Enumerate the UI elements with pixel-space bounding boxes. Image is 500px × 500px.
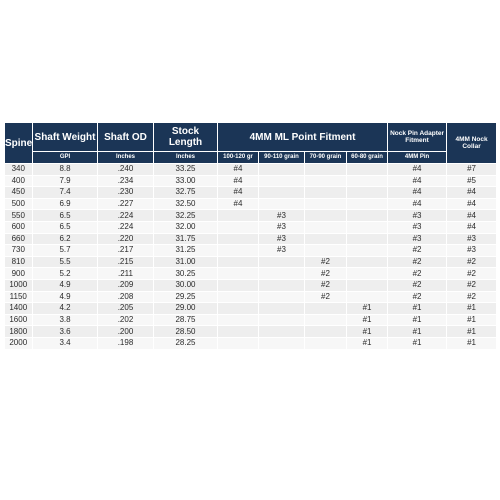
- table-row: [5, 175, 497, 187]
- cell-p100: [218, 210, 259, 222]
- cell-collar: #3: [447, 233, 497, 245]
- cell-length: 30.25: [154, 268, 218, 280]
- cell-p100: [218, 256, 259, 268]
- cell-p70: [305, 164, 347, 176]
- cell-od: .200: [98, 326, 154, 338]
- cell-length: 29.00: [154, 303, 218, 315]
- cell-gpi: 3.4: [33, 337, 98, 349]
- subheader-70-90: 70-90 grain: [305, 152, 347, 164]
- cell-p70: #2: [305, 256, 347, 268]
- cell-p60: #1: [347, 337, 388, 349]
- cell-od: .234: [98, 175, 154, 187]
- cell-p60: [347, 233, 388, 245]
- cell-p70: [305, 314, 347, 326]
- cell-adapter: #1: [388, 326, 447, 338]
- cell-p60: #1: [347, 303, 388, 315]
- cell-spine: 660: [5, 233, 33, 245]
- cell-length: 33.25: [154, 164, 218, 176]
- cell-length: 31.25: [154, 245, 218, 257]
- cell-p70: #2: [305, 268, 347, 280]
- cell-collar: #4: [447, 210, 497, 222]
- cell-p100: [218, 245, 259, 257]
- table-row: [5, 233, 497, 245]
- cell-spine: 1150: [5, 291, 33, 303]
- cell-p90: [259, 303, 305, 315]
- cell-adapter: #4: [388, 198, 447, 210]
- cell-p70: [305, 245, 347, 257]
- cell-spine: 810: [5, 256, 33, 268]
- table-row: [5, 221, 497, 233]
- cell-gpi: 6.5: [33, 210, 98, 222]
- cell-od: .202: [98, 314, 154, 326]
- subheader-100-120: 100-120 gr: [218, 152, 259, 164]
- subheader-60-80: 60-80 grain: [347, 152, 388, 164]
- cell-spine: 500: [5, 198, 33, 210]
- cell-p90: #3: [259, 210, 305, 222]
- cell-adapter: #3: [388, 221, 447, 233]
- cell-spine: 340: [5, 164, 33, 176]
- header-spine: Spine: [5, 123, 33, 164]
- subheader-gpi: GPI: [33, 152, 98, 164]
- cell-gpi: 4.9: [33, 279, 98, 291]
- subheader-90-110: 90-110 grain: [259, 152, 305, 164]
- cell-p70: [305, 326, 347, 338]
- cell-spine: 400: [5, 175, 33, 187]
- cell-collar: #1: [447, 314, 497, 326]
- table-row: [5, 256, 497, 268]
- cell-length: 31.00: [154, 256, 218, 268]
- cell-p90: [259, 337, 305, 349]
- cell-adapter: #4: [388, 175, 447, 187]
- cell-p90: #3: [259, 221, 305, 233]
- cell-od: .217: [98, 245, 154, 257]
- cell-spine: 1800: [5, 326, 33, 338]
- cell-p90: #3: [259, 245, 305, 257]
- cell-gpi: 6.5: [33, 221, 98, 233]
- cell-gpi: 6.2: [33, 233, 98, 245]
- cell-collar: #4: [447, 221, 497, 233]
- cell-adapter: #2: [388, 291, 447, 303]
- cell-od: .227: [98, 198, 154, 210]
- table-row: [5, 268, 497, 280]
- cell-collar: #1: [447, 303, 497, 315]
- cell-p70: [305, 233, 347, 245]
- cell-od: .209: [98, 279, 154, 291]
- cell-od: .224: [98, 221, 154, 233]
- cell-adapter: #2: [388, 256, 447, 268]
- cell-collar: #7: [447, 164, 497, 176]
- cell-p60: [347, 221, 388, 233]
- cell-adapter: #1: [388, 337, 447, 349]
- cell-p60: [347, 164, 388, 176]
- cell-gpi: 5.5: [33, 256, 98, 268]
- cell-adapter: #2: [388, 245, 447, 257]
- cell-p90: [259, 326, 305, 338]
- cell-p100: [218, 314, 259, 326]
- cell-adapter: #4: [388, 187, 447, 199]
- cell-length: 28.50: [154, 326, 218, 338]
- cell-p60: [347, 210, 388, 222]
- table-row: [5, 210, 497, 222]
- cell-length: 31.75: [154, 233, 218, 245]
- cell-gpi: 6.9: [33, 198, 98, 210]
- cell-collar: #2: [447, 256, 497, 268]
- cell-p60: [347, 175, 388, 187]
- cell-gpi: 7.9: [33, 175, 98, 187]
- cell-od: .224: [98, 210, 154, 222]
- cell-gpi: 7.4: [33, 187, 98, 199]
- table-row: [5, 337, 497, 349]
- cell-collar: #4: [447, 187, 497, 199]
- cell-adapter: #2: [388, 279, 447, 291]
- cell-collar: #5: [447, 175, 497, 187]
- cell-od: .205: [98, 303, 154, 315]
- cell-p70: [305, 221, 347, 233]
- table-row: [5, 279, 497, 291]
- cell-p90: [259, 291, 305, 303]
- cell-spine: 450: [5, 187, 33, 199]
- table-row: [5, 303, 497, 315]
- cell-p90: [259, 268, 305, 280]
- cell-length: 29.25: [154, 291, 218, 303]
- header-point-fitment: 4MM ML Point Fitment: [218, 123, 388, 152]
- cell-collar: #2: [447, 279, 497, 291]
- cell-p60: #1: [347, 314, 388, 326]
- cell-collar: #2: [447, 291, 497, 303]
- cell-spine: 1600: [5, 314, 33, 326]
- cell-gpi: 4.9: [33, 291, 98, 303]
- cell-p60: #1: [347, 326, 388, 338]
- header-shaft-weight: Shaft Weight: [33, 123, 98, 152]
- cell-p100: [218, 303, 259, 315]
- cell-p90: [259, 314, 305, 326]
- cell-p90: [259, 256, 305, 268]
- cell-adapter: #1: [388, 303, 447, 315]
- cell-gpi: 4.2: [33, 303, 98, 315]
- cell-length: 32.75: [154, 187, 218, 199]
- cell-p100: [218, 279, 259, 291]
- cell-od: .198: [98, 337, 154, 349]
- cell-p60: [347, 291, 388, 303]
- cell-collar: #4: [447, 198, 497, 210]
- table-row: [5, 198, 497, 210]
- cell-p100: #4: [218, 164, 259, 176]
- table-body: [5, 164, 497, 350]
- cell-gpi: 8.8: [33, 164, 98, 176]
- cell-p60: [347, 256, 388, 268]
- cell-p70: [305, 210, 347, 222]
- cell-od: .240: [98, 164, 154, 176]
- subheader-od-inches: Inches: [98, 152, 154, 164]
- cell-od: .211: [98, 268, 154, 280]
- cell-p70: #2: [305, 279, 347, 291]
- header-shaft-od: Shaft OD: [98, 123, 154, 152]
- cell-p70: [305, 187, 347, 199]
- cell-length: 28.25: [154, 337, 218, 349]
- cell-length: 32.00: [154, 221, 218, 233]
- cell-spine: 730: [5, 245, 33, 257]
- cell-p100: [218, 221, 259, 233]
- cell-length: 28.75: [154, 314, 218, 326]
- cell-gpi: 5.2: [33, 268, 98, 280]
- cell-collar: #1: [447, 326, 497, 338]
- cell-length: 33.00: [154, 175, 218, 187]
- cell-length: 30.00: [154, 279, 218, 291]
- cell-spine: 2000: [5, 337, 33, 349]
- cell-p90: [259, 198, 305, 210]
- cell-od: .220: [98, 233, 154, 245]
- cell-p100: #4: [218, 175, 259, 187]
- cell-p90: [259, 279, 305, 291]
- cell-spine: 550: [5, 210, 33, 222]
- cell-p100: [218, 268, 259, 280]
- cell-p100: [218, 233, 259, 245]
- subheader-length-inches: Inches: [154, 152, 218, 164]
- cell-p70: [305, 303, 347, 315]
- cell-p70: #2: [305, 291, 347, 303]
- table-row: [5, 314, 497, 326]
- cell-collar: #3: [447, 245, 497, 257]
- cell-od: .230: [98, 187, 154, 199]
- cell-p100: [218, 326, 259, 338]
- cell-adapter: #2: [388, 268, 447, 280]
- cell-p90: [259, 164, 305, 176]
- cell-gpi: 5.7: [33, 245, 98, 257]
- cell-p60: [347, 198, 388, 210]
- cell-p100: [218, 291, 259, 303]
- cell-adapter: #3: [388, 233, 447, 245]
- cell-p90: #3: [259, 233, 305, 245]
- table-row: [5, 326, 497, 338]
- cell-p90: [259, 175, 305, 187]
- cell-adapter: #1: [388, 314, 447, 326]
- cell-adapter: #3: [388, 210, 447, 222]
- cell-length: 32.50: [154, 198, 218, 210]
- cell-collar: #2: [447, 268, 497, 280]
- cell-spine: 1400: [5, 303, 33, 315]
- cell-p60: [347, 245, 388, 257]
- cell-p100: [218, 337, 259, 349]
- cell-gpi: 3.8: [33, 314, 98, 326]
- header-stock-length: Stock Length: [154, 123, 218, 152]
- table-row: [5, 187, 497, 199]
- cell-od: .215: [98, 256, 154, 268]
- cell-p60: [347, 268, 388, 280]
- table-row: [5, 164, 497, 176]
- header-nock-pin-adapter: Nock Pin Adapter Fitment: [388, 123, 447, 152]
- table-row: [5, 291, 497, 303]
- cell-collar: #1: [447, 337, 497, 349]
- cell-p100: #4: [218, 198, 259, 210]
- cell-gpi: 3.6: [33, 326, 98, 338]
- cell-length: 32.25: [154, 210, 218, 222]
- cell-p90: [259, 187, 305, 199]
- arrow-spec-table: [4, 122, 497, 350]
- cell-p60: [347, 279, 388, 291]
- cell-p60: [347, 187, 388, 199]
- cell-p70: [305, 175, 347, 187]
- cell-spine: 1000: [5, 279, 33, 291]
- cell-spine: 900: [5, 268, 33, 280]
- cell-p70: [305, 198, 347, 210]
- header-nock-collar: 4MM Nock Collar: [447, 123, 497, 164]
- cell-p100: #4: [218, 187, 259, 199]
- cell-adapter: #4: [388, 164, 447, 176]
- table-row: [5, 245, 497, 257]
- cell-spine: 600: [5, 221, 33, 233]
- cell-p70: [305, 337, 347, 349]
- cell-od: .208: [98, 291, 154, 303]
- subheader-4mm-pin: 4MM Pin: [388, 152, 447, 164]
